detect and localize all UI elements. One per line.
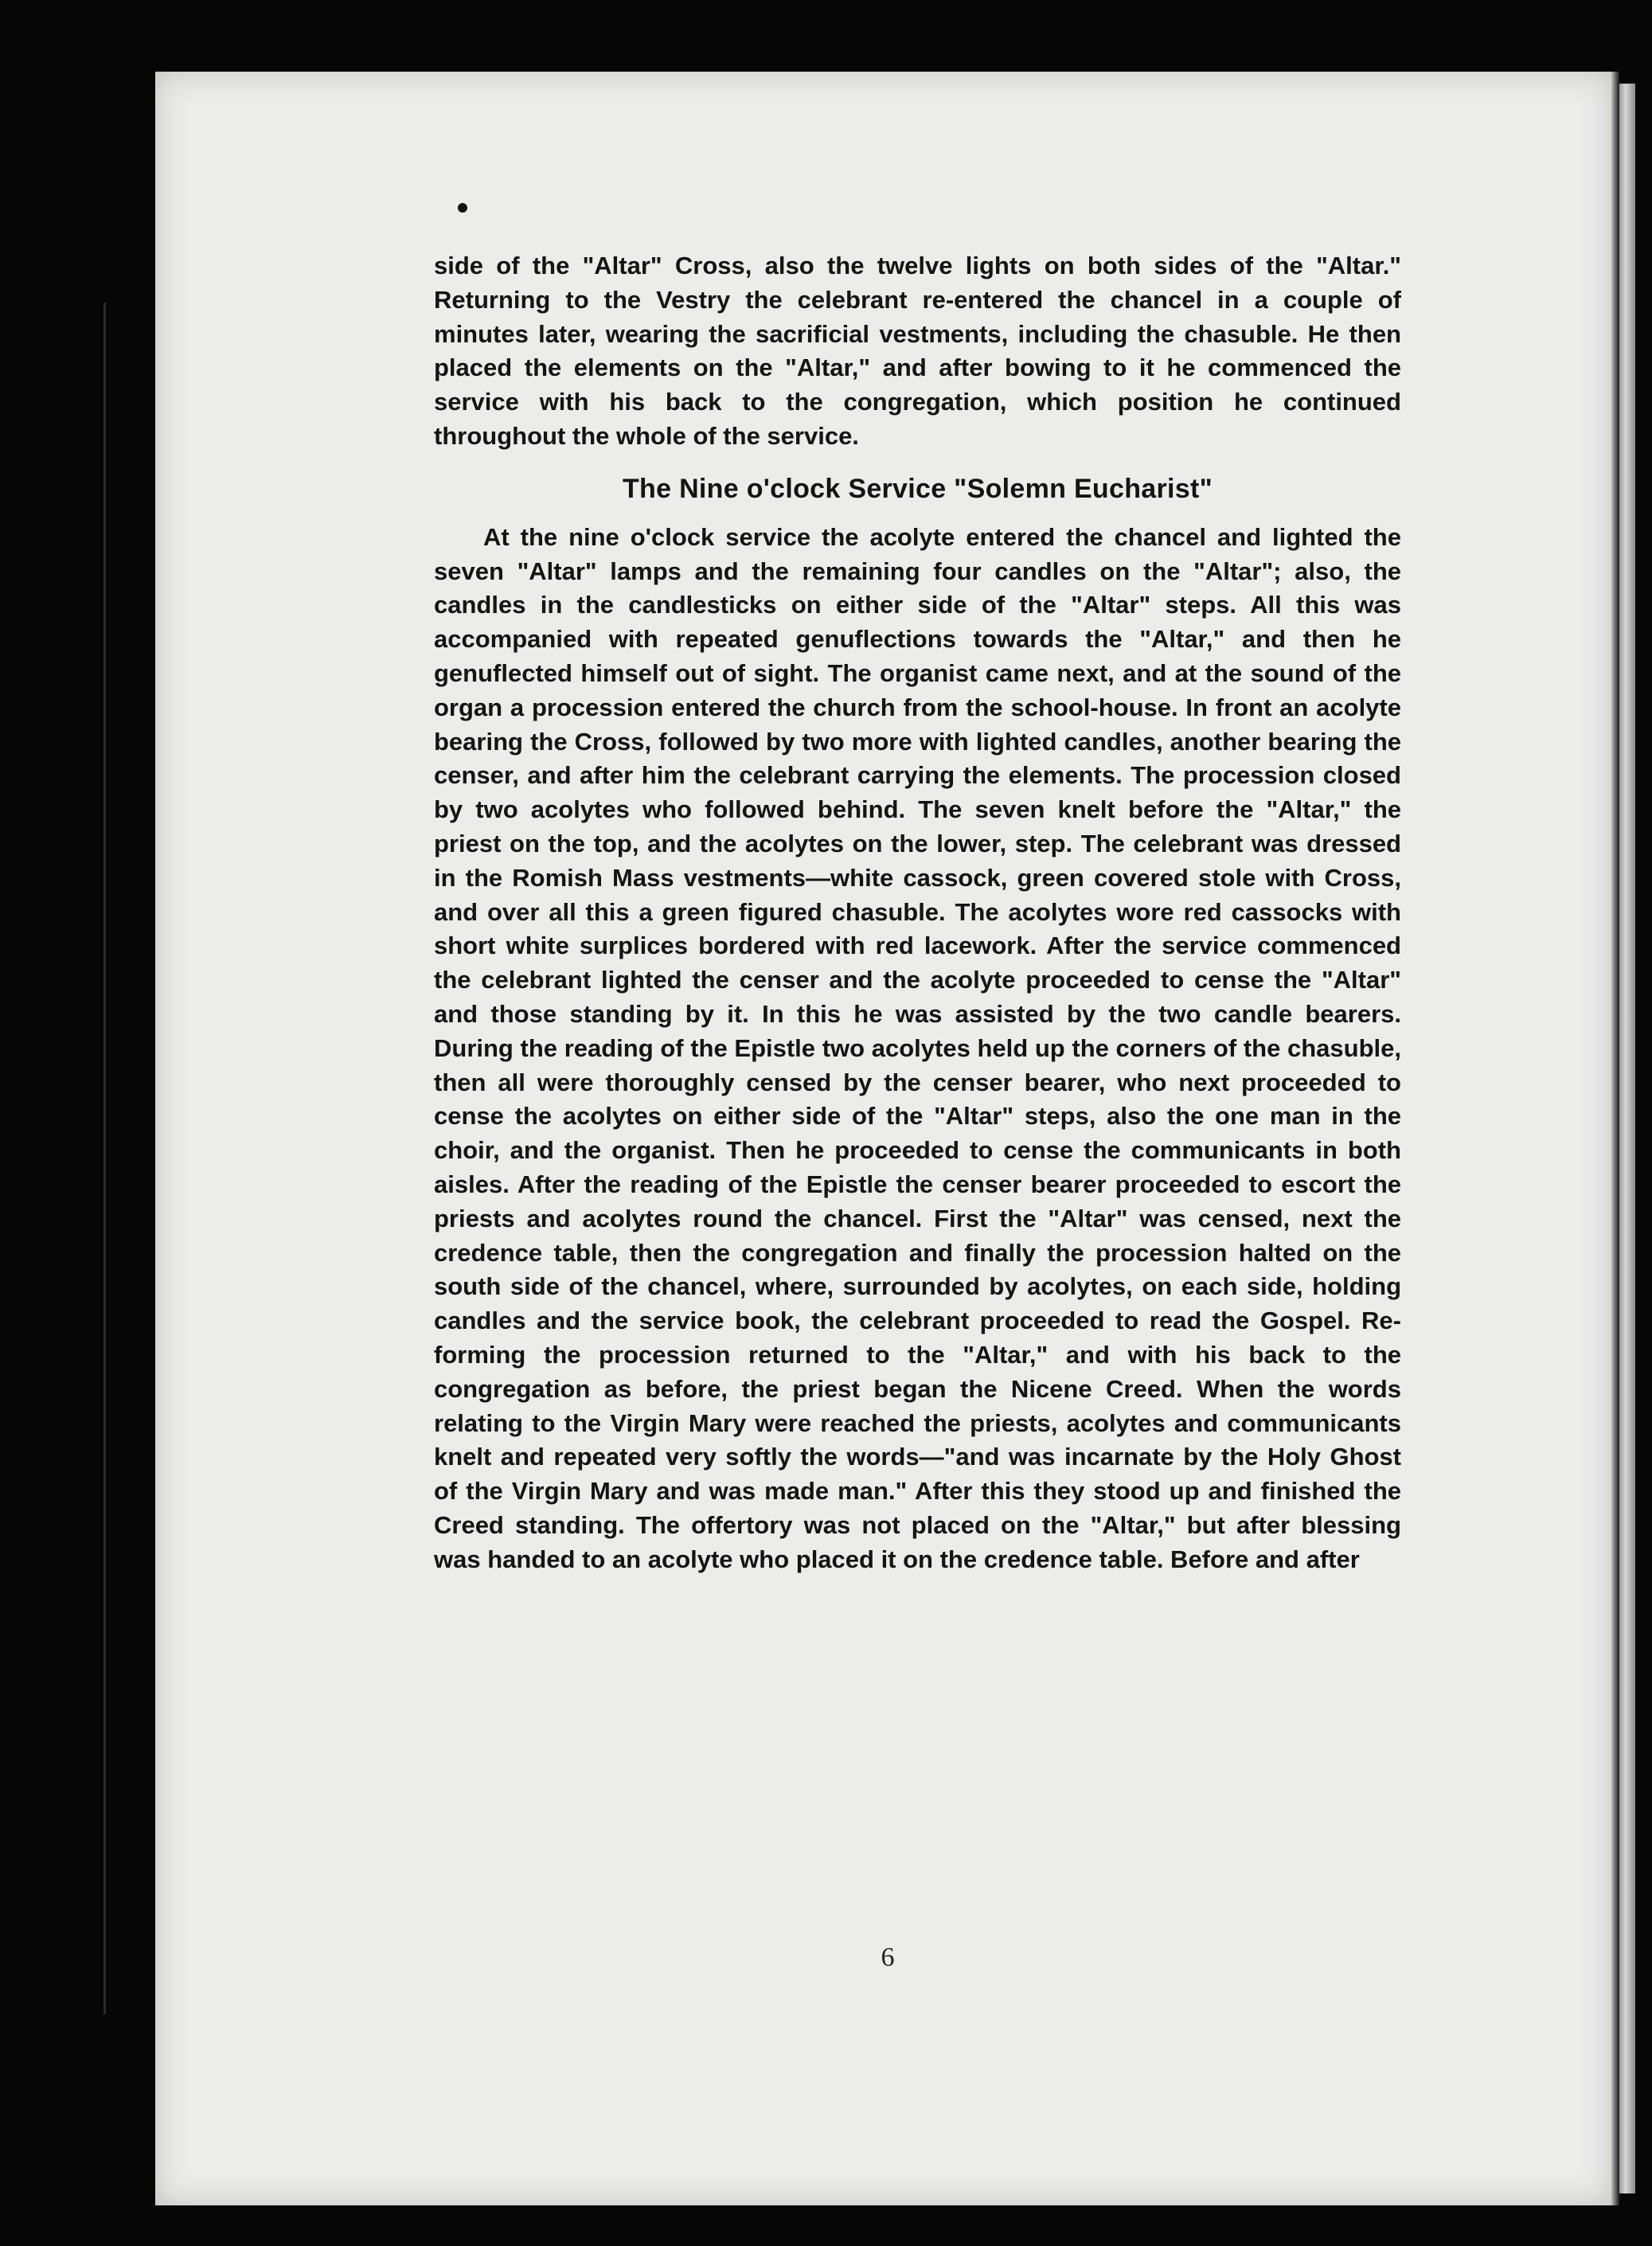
continuation-paragraph: side of the "Altar" Cross, also the twelve lights on both sides of the "Altar." Returning to the Vestry the celebrant re-entered the chancel in a couple of minutes later, wearing the sacrificial vestments, including the chasuble. He then placed the elements on the "Altar," and after bowing to it he commenced the service with his back to the congregation, which position he continued throughout the whole of the service. bbox=[434, 252, 1401, 450]
section-heading: The Nine o'clock Service "Solemn Eucharist" bbox=[622, 473, 1213, 504]
ink-mark bbox=[458, 203, 467, 213]
adjacent-page-strip bbox=[1619, 84, 1635, 2193]
body-paragraph: At the nine o'clock service the acolyte entered the chancel and lighted the seven "Altar" lamps and the remaining four candles on the "Altar"; also, the candles in the candlesticks on either side of the "Altar" steps. All this was accompanied with repeated genuflections towards the "Altar," and then he genuflected himself out of sight. The organist came next, and at the sound of the organ a procession entered the church from the school-house. In front an acolyte bearing the Cross, followed by two more with lighted candles, another bearing the censer, and after him the celebrant carrying the elements. The procession closed by two acolytes who followed behind. The seven knelt before the "Altar," the priest on the top, and the acolytes on the lower, step. The celebrant was dressed in the Romish Mass vestments—white cassock, green covered stole with Cross, and over all this a green figured chasuble. The acolytes wore red cassocks with short white surplices bordered with red lacework. After the service commenced the celebrant lighted the censer and the acolyte proceeded to cense the "Altar" and those standing by it. In this he was assisted by the two candle bearers. During the reading of the Epistle two acolytes held up the corners of the chasuble, then all were thoroughly censed by the censer bearer, who next proceeded to cense the acolytes on either side of the "Altar" steps, also the one man in the choir, and the organist. Then he proceeded to cense the communicants in both aisles. After the reading of the Epistle the censer bearer proceeded to escort the priests and acolytes round the chancel. First the "Altar" was censed, next the credence table, then the congregation and finally the procession halted on the south side of the chancel, where, surrounded by acolytes, on each side, holding candles and the service book, the celebrant proceeded to read the Gospel. Re-forming the procession returned to the "Altar," and with his back to the congregation as before, the priest began the Nicene Creed. When the words relating to the Virgin Mary were reached the priests, acolytes and communicants knelt and repeated very softly the words—"and was incarnate by the Holy Ghost of the Virgin Mary and was made man." After this they stood up and finished the Creed standing. The offertory was not placed on the "Altar," but after blessing was handed to an acolyte who placed it on the credence table. Before and after bbox=[434, 522, 1401, 1573]
scan-edge-line bbox=[103, 303, 106, 2014]
page-edge-shadow bbox=[1611, 72, 1619, 2205]
page-number: 6 bbox=[881, 1943, 895, 1972]
page-text bbox=[434, 249, 1401, 1576]
